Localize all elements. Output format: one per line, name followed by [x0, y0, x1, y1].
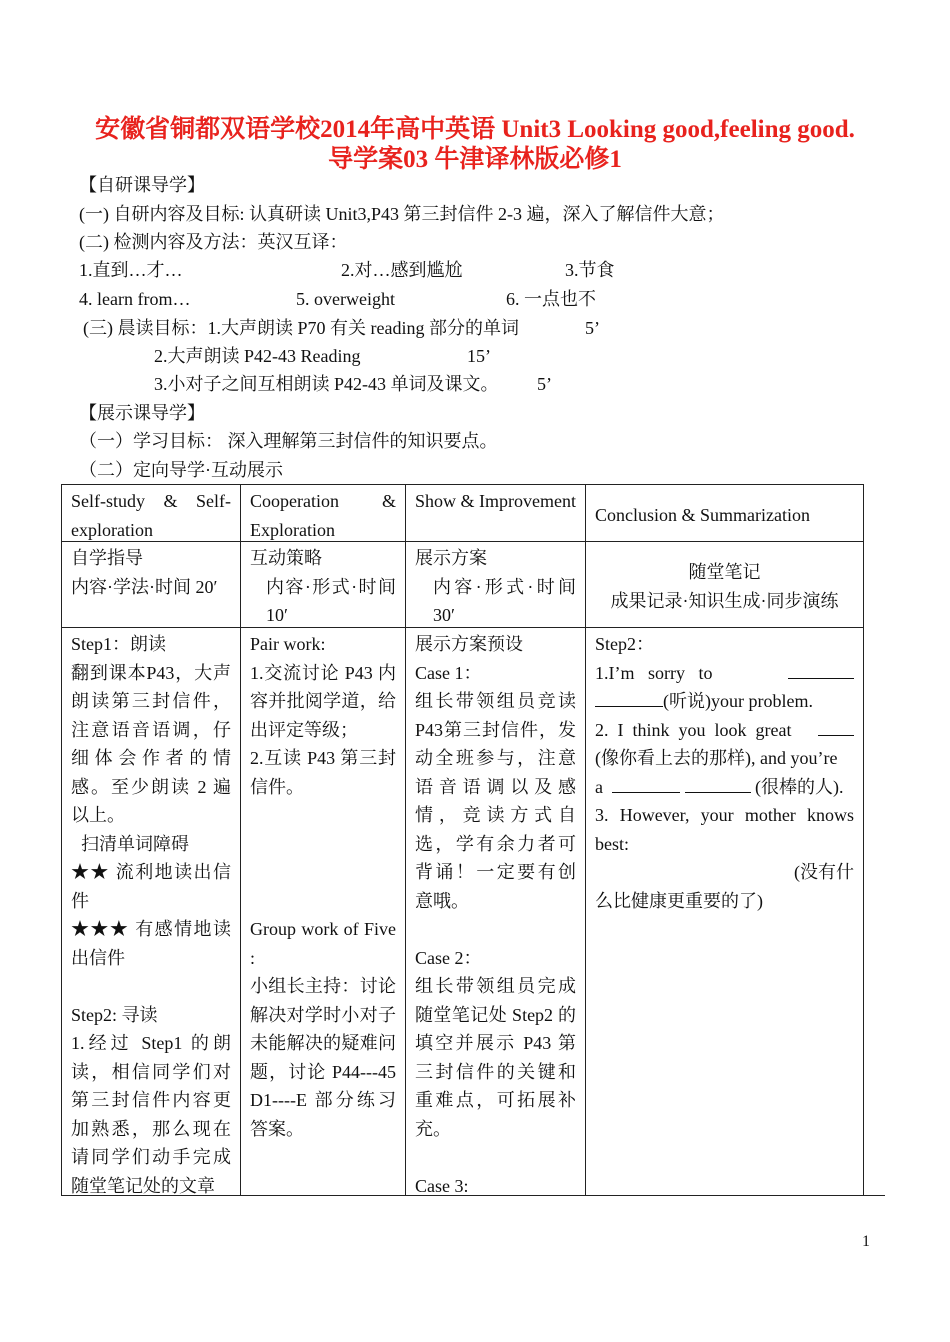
- step2-title: Step2: 寻读: [71, 1004, 158, 1025]
- morning-goal-3-time: 5’: [537, 374, 552, 394]
- subheader-conclusion: [586, 556, 863, 626]
- subheader-self-study: [62, 542, 240, 627]
- pair-work-step1: 1.交流讨论 P43 内容并批阅学道，给出评定等级；: [250, 662, 396, 740]
- step1-text: 翻到课本P43，大声朗读第三封信件，注意语音语调，仔细体会作者的情感。至少朗读 2 遍以上。: [71, 662, 231, 825]
- header-self-study: Self-study & Self-exploration: [71, 491, 231, 540]
- show-heading: 【展示课导学】: [79, 403, 205, 423]
- case3-title: Case 3:: [415, 1175, 469, 1195]
- header-conclusion: Conclusion & Summarization: [595, 505, 810, 525]
- morning-goal-2-time: 15’: [467, 346, 491, 366]
- exercise-1-blank-b[interactable]: [595, 688, 663, 707]
- vocab-item-1: 1.直到…才…: [79, 260, 183, 280]
- step2-text: 1.经过 Step1 的朗读，相信同学们对第三封信件内容更加熟悉，那么现在请同学们动手完成随堂笔记处的文章: [71, 1033, 231, 1195]
- star3-goal: ★★★ 有感情地读出信件: [71, 919, 231, 968]
- exercise-2-line-c: [595, 773, 854, 802]
- clear-words: 扫清单词障碍: [81, 833, 189, 854]
- subheader-show-title: 展示方案: [415, 548, 487, 568]
- document-title-line2: 导学案03 牛津译林版必修1: [328, 146, 622, 173]
- notes-step2-title: Step2：: [595, 634, 655, 654]
- exercise-2-line-a: [595, 716, 854, 745]
- subheader-self-study-title: 自学指导: [71, 548, 143, 568]
- table-border-bottom: [61, 1195, 885, 1196]
- case2-title: Case 2：: [415, 947, 482, 968]
- guided-learning-table: [61, 484, 885, 1196]
- vocab-item-4: 4. learn from…: [79, 289, 191, 309]
- show-item2: （二）定向导学·互动展示: [79, 460, 283, 480]
- exercise-1-line-b: [595, 687, 854, 716]
- preset-title: 展示方案预设: [415, 634, 523, 654]
- exercise-2-article: a: [595, 776, 603, 797]
- pair-work-title: Pair work:: [250, 634, 326, 654]
- case2-text: 组长带领组员完成随堂笔记处 Step2 的填空并展示 P43 第三封信件的关键和重难点，可拓展补充。: [415, 976, 576, 1139]
- subheader-cooperation: [241, 542, 405, 627]
- exercise-2-hint: (像你看上去的那样), and you’re: [595, 748, 838, 768]
- exercise-1-prompt: 1.I’m sorry to: [595, 662, 713, 683]
- subheader-conclusion-title: 随堂笔记: [688, 562, 761, 582]
- exercise-1-line-a: [595, 659, 854, 688]
- morning-goal-3: 3.小对子之间互相朗读 P42-43 单词及课文。: [154, 374, 499, 394]
- vocab-item-3: 3.节食: [565, 260, 615, 280]
- subheader-cooperation-title: 互动策略: [250, 548, 322, 568]
- morning-goal-2: 2.大声朗读 P42-43 Reading: [154, 346, 361, 366]
- body-self-study: [62, 628, 240, 1195]
- exercise-2-blank-a[interactable]: [818, 717, 854, 736]
- exercise-3-hint-a: (没有什: [794, 862, 854, 882]
- exercise-1-blank-a[interactable]: [788, 660, 854, 679]
- case1-title: Case 1：: [415, 662, 482, 683]
- subheader-conclusion-detail: 成果记录·知识生成·同步演练: [610, 590, 839, 611]
- page-number: 1: [862, 1233, 870, 1250]
- show-item1: （一）学习目标： 深入理解第三封信件的知识要点。: [79, 431, 498, 451]
- exercise-2-blank-b[interactable]: [612, 774, 680, 793]
- vocab-item-2: 2.对…感到尴尬: [341, 260, 463, 280]
- subheader-show: [406, 542, 585, 627]
- body-show: [406, 628, 585, 1195]
- self-study-item2: (二) 检测内容及方法：英汉互译：: [79, 232, 348, 252]
- star2-goal: ★★ 流利地读出信件: [71, 862, 231, 911]
- morning-goal: (三) 晨读目标：1.大声朗读 P70 有关 reading 部分的单词: [83, 318, 519, 338]
- table-border-right: [863, 484, 864, 1196]
- exercise-2-blank-c[interactable]: [685, 774, 751, 793]
- subheader-cooperation-detail: 内容·形式·时间 10′: [266, 576, 396, 625]
- morning-goal-time: 5’: [585, 318, 600, 338]
- pair-work-step2: 2.互读 P43 第三封信件。: [250, 748, 396, 797]
- self-study-heading: 【自研课导学】: [79, 175, 205, 195]
- subheader-show-detail: 内容·形式·时间 30′: [433, 576, 576, 625]
- step1-title: Step1：朗读: [71, 634, 167, 654]
- exercise-2-prompt: 2. I think you look great: [595, 719, 792, 740]
- exercise-1-hint: (听说)your problem.: [663, 691, 813, 711]
- subheader-self-study-detail: 内容·学法·时间 20′: [71, 576, 218, 597]
- body-conclusion: [586, 628, 863, 1195]
- vocab-item-5: 5. overweight: [296, 289, 395, 309]
- header-show: Show & Improvement: [415, 491, 576, 511]
- group-work-text: 小组长主持：讨论解决对学时小对子未能解决的疑难问题，讨论 P44---45 D1----E 部分练习答案。: [250, 976, 396, 1139]
- self-study-item1: (一) 自研内容及目标: 认真研读 Unit3,P43 第三封信件 2-3 遍，深入了解信件大意；: [79, 204, 725, 224]
- exercise-3-prompt: 3. However, your mother knows best:: [595, 805, 854, 854]
- exercise-3-hint-b: 么比健康更重要的了): [595, 890, 763, 911]
- exercise-2-hint-c: (很棒的人).: [755, 776, 844, 797]
- case1-text: 组长带领组员竞读P43第三封信件，发动全班参与，注意语音语调以及感情，竞读方式自选，学有余力者可背诵！一定要有创意哦。: [415, 691, 576, 911]
- body-cooperation: [241, 628, 405, 1195]
- vocab-item-6: 6. 一点也不: [506, 289, 596, 309]
- document-title-line1: 安徽省铜都双语学校2014年高中英语 Unit3 Looking good,feeling good.: [95, 116, 855, 143]
- group-work-title: Group work of Five :: [250, 919, 396, 968]
- header-cooperation: Cooperation & Exploration: [250, 491, 396, 540]
